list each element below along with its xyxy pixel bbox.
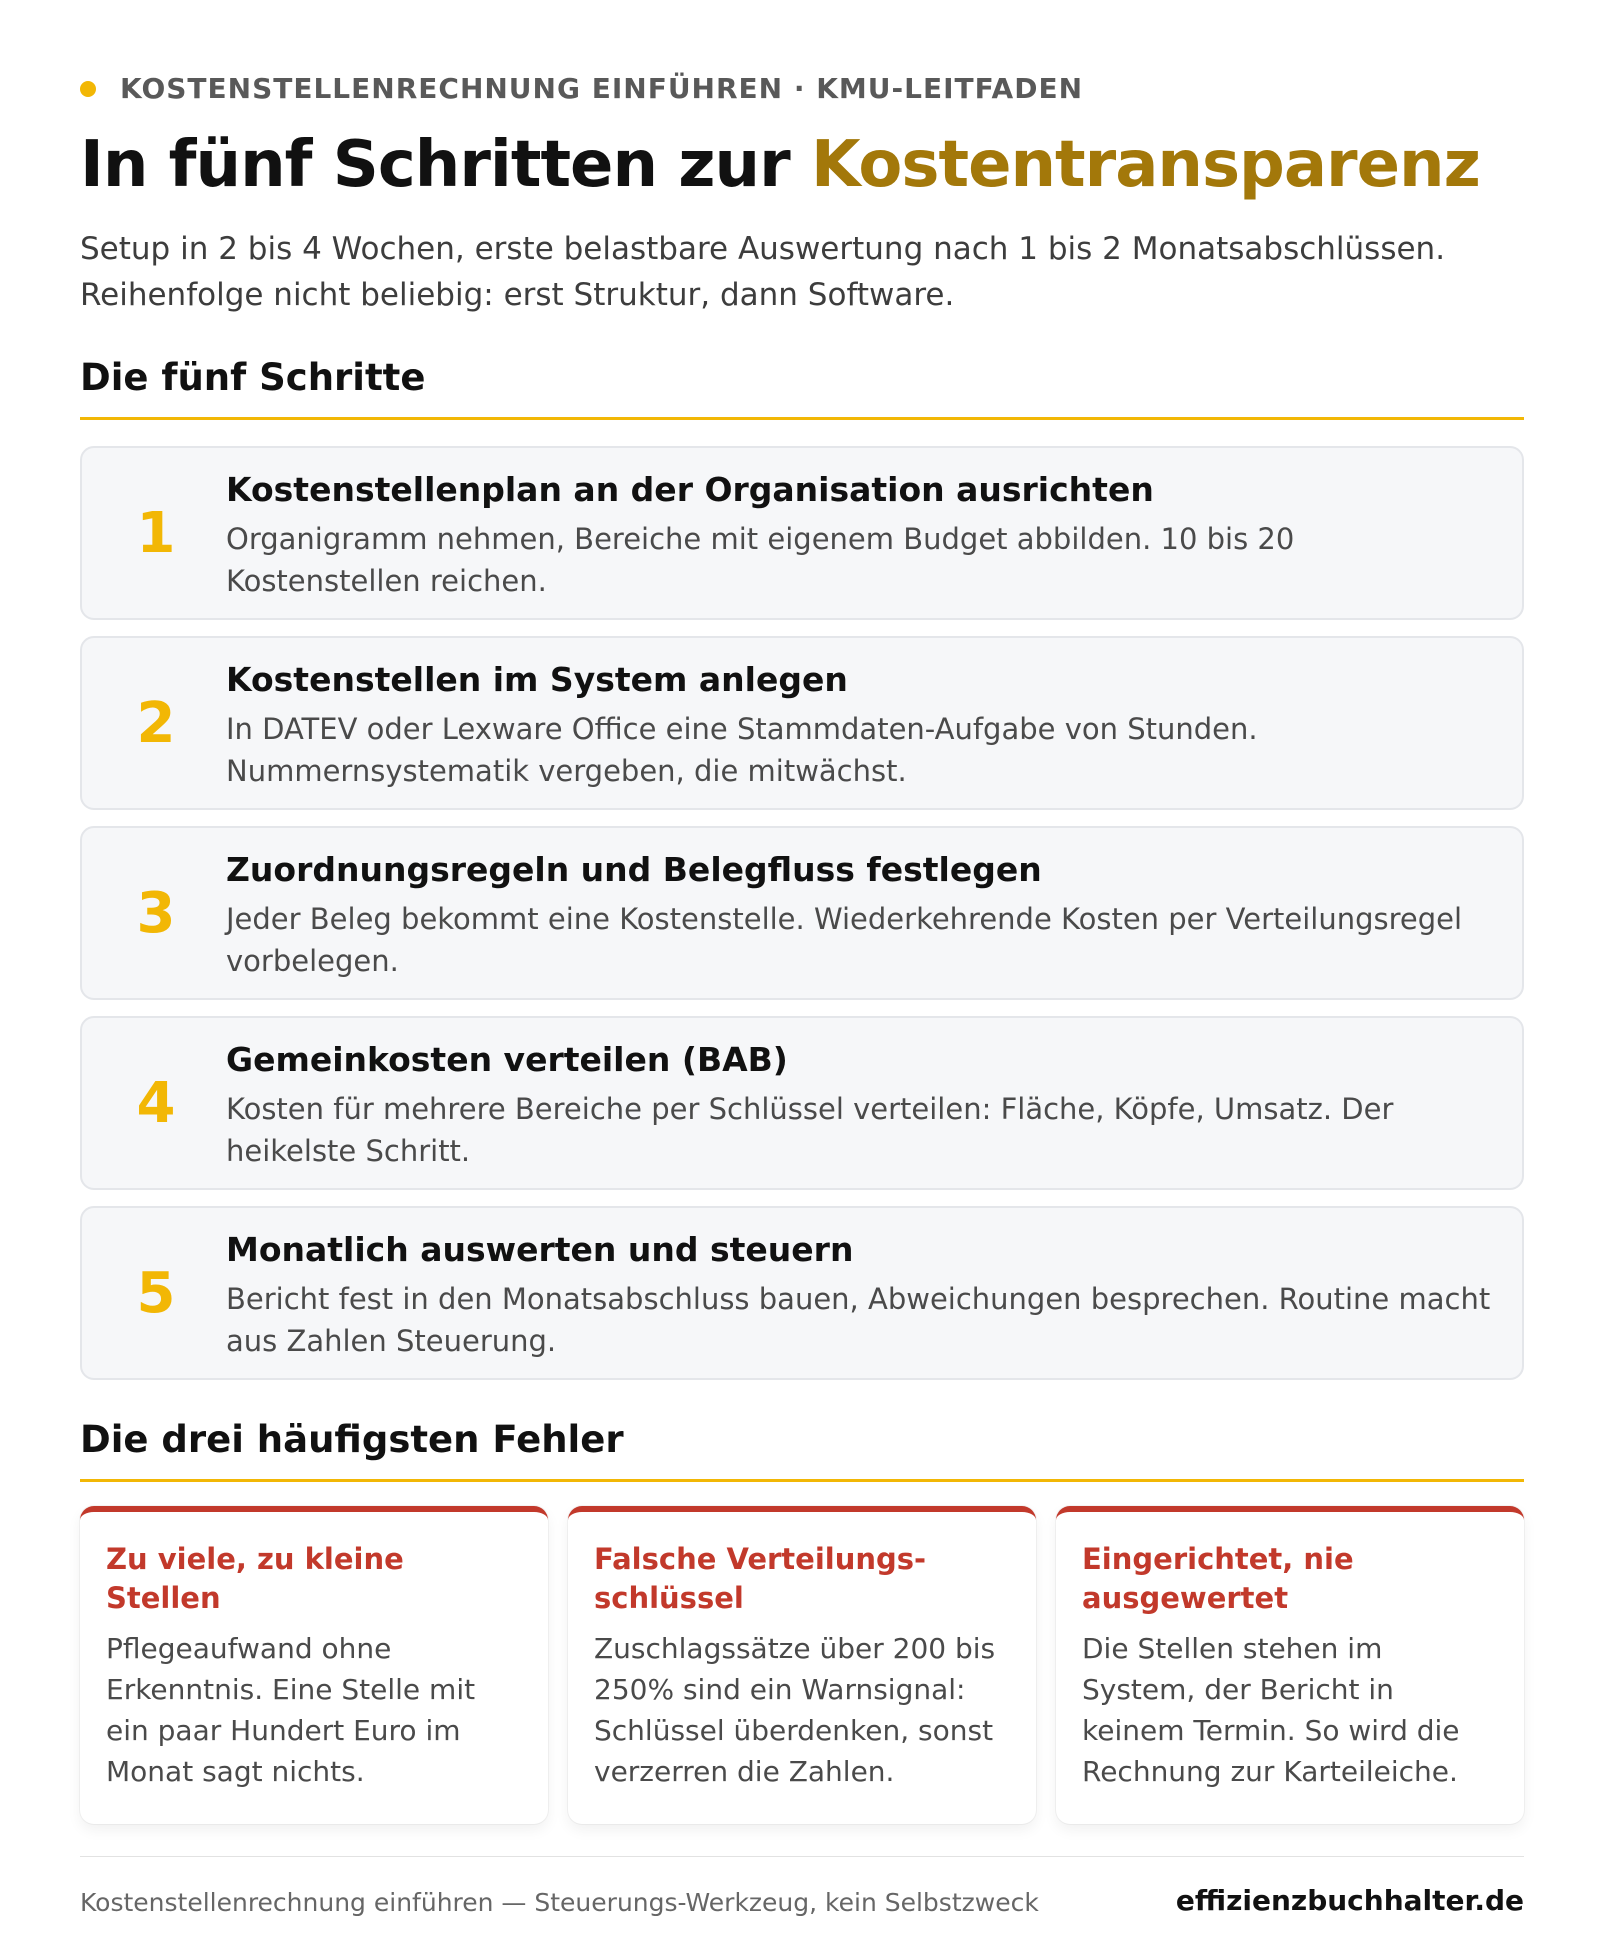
page [80,0,1524,1956]
error-description: Die Stellen stehen im System, der Bericht in keinem Termin. So wird die Rechnung zur Karteileiche. [1082,1632,1460,1788]
footer-tagline: Kostenstellenrechnung einführen — Steuerungs-Werkzeug, kein Selbstzweck [80,1888,1039,1917]
step-description: Jeder Beleg bekommt eine Kostenstelle. Wiederkehrende Kosten per Verteilungsregel vorbelegen. [226,902,1463,978]
step-number: 1 [136,500,176,566]
step-card [80,636,1524,810]
step-number: 2 [136,690,176,756]
step-card [80,826,1524,1000]
footer-divider [80,1856,1524,1857]
step-number: 4 [136,1070,176,1136]
bullet-dot-icon [80,81,96,97]
error-card [568,1506,1036,1824]
errors-list [80,1506,1524,1824]
step-title: Kostenstellenplan an der Organisation ausrichten [226,470,1154,509]
step-description: Kosten für mehrere Bereiche per Schlüssel verteilen: Fläche, Köpfe, Umsatz. Der heikelste Schritt. [226,1092,1394,1168]
errors-heading: Die drei häufigsten Fehler [80,1418,1524,1482]
step-title: Kostenstellen im System anlegen [226,660,848,699]
step-number: 3 [136,880,176,946]
step-title: Gemeinkosten verteilen (BAB) [226,1040,788,1079]
step-description: Bericht fest in den Monatsabschluss bauen, Abweichungen besprechen. Routine macht aus Zahlen Steuerung. [226,1282,1491,1358]
step-title: Monatlich auswerten und steuern [226,1230,854,1269]
step-card [80,446,1524,620]
step-description: In DATEV oder Lexware Office eine Stammdaten-Aufgabe von Stunden. Nummernsystematik vergeben, die mitwächst. [226,712,1258,788]
eyebrow [80,72,1083,105]
footer-domain: effizienzbuchhalter.de [1175,1884,1524,1917]
eyebrow-text: KOSTENSTELLENRECHNUNG EINFÜHREN · KMU-LEITFADEN [120,72,1084,105]
step-title: Zuordnungsregeln und Belegfluss festlegen [226,850,1042,889]
error-title: Zu viele, zu kleine Stellen [106,1542,404,1615]
step-card [80,1016,1524,1190]
step-description: Organigramm nehmen, Bereiche mit eigenem Budget abbilden. 10 bis 20 Kostenstellen reichen. [226,522,1295,598]
page-title [80,128,1480,202]
step-card [80,1206,1524,1380]
error-card [1056,1506,1524,1824]
error-card [80,1506,548,1824]
title-main: In fünf Schritten zur [80,128,811,202]
subtitle: Setup in 2 bis 4 Wochen, erste belastbare Auswertung nach 1 bis 2 Monatsabschlüssen. Reihenfolge nicht beliebig: erst Struktur, dann Software. [80,231,1446,313]
steps-heading: Die fünf Schritte [80,356,1524,420]
steps-list [80,446,1524,1396]
error-title: Falsche Verteilungs-schlüssel [594,1542,927,1615]
error-description: Zuschlagssätze über 200 bis 250% sind ein Warnsignal: Schlüssel überdenken, sonst verzerren die Zahlen. [594,1632,996,1788]
step-number: 5 [136,1260,176,1326]
error-description: Pflegeaufwand ohne Erkenntnis. Eine Stelle mit ein paar Hundert Euro im Monat sagt nichts. [106,1632,476,1788]
title-accent: Kostentransparenz [810,128,1480,202]
error-title: Eingerichtet, nie ausgewertet [1082,1542,1354,1615]
